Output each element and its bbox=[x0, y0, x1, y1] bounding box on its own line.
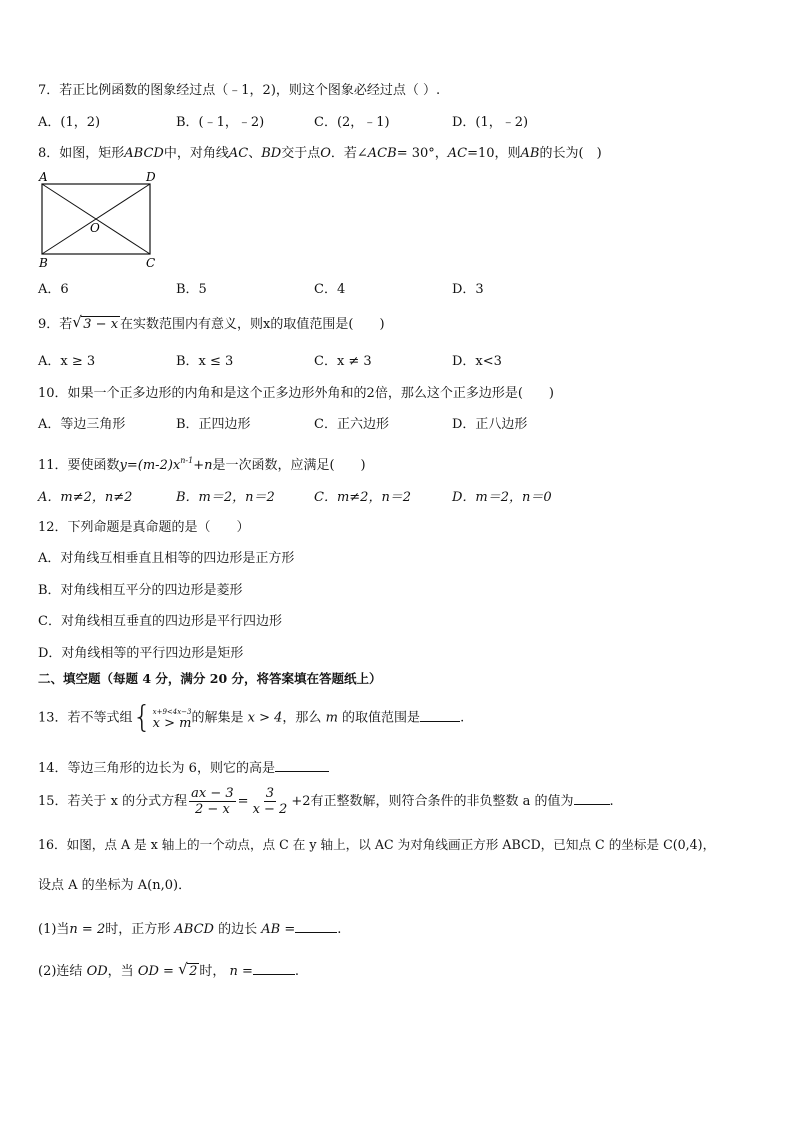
q9-option-b: B．x ≤ 3 bbox=[176, 354, 234, 369]
answer-blank-16-2[interactable] bbox=[253, 962, 295, 975]
q8-option-d: D．3 bbox=[452, 282, 484, 297]
q7-option-b: B．(﹣1，﹣2) bbox=[176, 115, 265, 130]
answer-blank-14[interactable] bbox=[275, 759, 329, 772]
question-11-stem: 11．要使函数$y=(m-2)x^{n-1}+n$是一次函数，应满足( ) bbox=[38, 456, 366, 473]
question-16-stem: 16．如图，点 A 是 x 轴上的一个动点，点 C 在 y 轴上，以 AC 为对角线画正方形 ABCD，已知点 C 的坐标是 C(0,4)， bbox=[38, 837, 716, 852]
question-10-stem: 10．如果一个正多边形的内角和是这个正多边形外角和的2倍，那么这个正多边形是( ) bbox=[38, 386, 554, 401]
q12-option-c: C．对角线相互垂直的四边形是平行四边形 bbox=[38, 614, 282, 629]
label-d: D bbox=[146, 170, 156, 184]
section-heading: 二、填空题（每题 4 分，满分 20 分，将答案填在答题纸上） bbox=[38, 671, 382, 686]
q11-option-a: A．m≠2，n≠2 bbox=[38, 490, 133, 505]
rectangle-abcd-figure bbox=[34, 168, 164, 272]
q11-option-d: D．m＝2，n＝0 bbox=[452, 490, 552, 505]
label-a: A bbox=[39, 170, 48, 184]
q11-option-c: C．m≠2，n＝2 bbox=[314, 490, 412, 505]
question-15-stem: 15．若关于 x 的分式方程 $\frac{ax - 3}{2 - x}$ = $\frac{3}{x - 2}$ +2有正整数解，则符合条件的非负整数 a 的值为 . bbox=[38, 786, 614, 817]
q8-option-c: C．4 bbox=[314, 282, 346, 297]
inequality-system: { x+9<4x−3 x > m bbox=[132, 700, 192, 735]
q12-option-b: B．对角线相互平分的四边形是菱形 bbox=[38, 583, 243, 598]
q10-option-a: A．等边三角形 bbox=[38, 417, 126, 432]
q12-option-a: A．对角线互相垂直且相等的四边形是正方形 bbox=[38, 551, 295, 566]
sqrt-two: √ 2 bbox=[178, 960, 198, 979]
question-16-setup: 设点 A 的坐标为 A(n,0)． bbox=[38, 878, 192, 893]
q16-part-2: (2)连结 OD，当 OD = √ 2 时， n = . bbox=[38, 960, 300, 979]
q9-option-c: C．x ≠ 3 bbox=[314, 354, 372, 369]
q8-option-b: B．5 bbox=[176, 282, 207, 297]
fraction-left: $\frac{ax - 3}{2 - x}$ bbox=[191, 786, 234, 817]
q9-option-a: A．x ≥ 3 bbox=[38, 354, 96, 369]
q8-option-a: A．6 bbox=[38, 282, 69, 297]
question-14-stem: 14．等边三角形的边长为 6，则它的高是 bbox=[38, 759, 329, 778]
question-12-stem: 12．下列命题是真命题的是（ ） bbox=[38, 520, 250, 535]
question-8-stem: 8．如图，矩形ABCD中，对角线AC、BD交于点O．若∠ACB= 30°，AC=10，则AB的长为( ) bbox=[38, 146, 602, 161]
sqrt-expression: √ 3 − x bbox=[72, 313, 119, 332]
q7-option-d: D．(1，﹣2) bbox=[452, 115, 529, 130]
question-13-stem: 13．若不等式组 { x+9<4x−3 x > m 的解集是 x > 4，那么 m 的取值范围是 . bbox=[38, 700, 465, 735]
question-7-stem: 7．若正比例函数的图象经过点（﹣1，2)，则这个图象必经过点（ ）. bbox=[38, 83, 441, 98]
q11-option-b: B．m＝2，n＝2 bbox=[176, 490, 275, 505]
q12-option-d: D．对角线相等的平行四边形是矩形 bbox=[38, 646, 244, 661]
q10-option-b: B．正四边形 bbox=[176, 417, 251, 432]
answer-blank-15[interactable] bbox=[574, 792, 610, 805]
q10-option-d: D．正八边形 bbox=[452, 417, 528, 432]
q7-option-a: A．(1，2) bbox=[38, 115, 101, 130]
q10-option-c: C．正六边形 bbox=[314, 417, 389, 432]
q16-part-1: (1)当n = 2时，正方形 ABCD 的边长 AB = . bbox=[38, 922, 342, 937]
answer-blank-16-1[interactable] bbox=[295, 920, 337, 933]
question-9-stem: 9．若 √ 3 − x 在实数范围内有意义，则x的取值范围是( ) bbox=[38, 313, 385, 332]
label-o: O bbox=[90, 221, 100, 235]
answer-blank-13[interactable] bbox=[420, 709, 460, 722]
label-b: B bbox=[39, 256, 48, 270]
q7-option-c: C．(2，﹣1) bbox=[314, 115, 390, 130]
fraction-right: $\frac{3}{x - 2}$ bbox=[252, 786, 288, 817]
label-c: C bbox=[146, 256, 156, 270]
q9-option-d: D．x<3 bbox=[452, 354, 502, 369]
